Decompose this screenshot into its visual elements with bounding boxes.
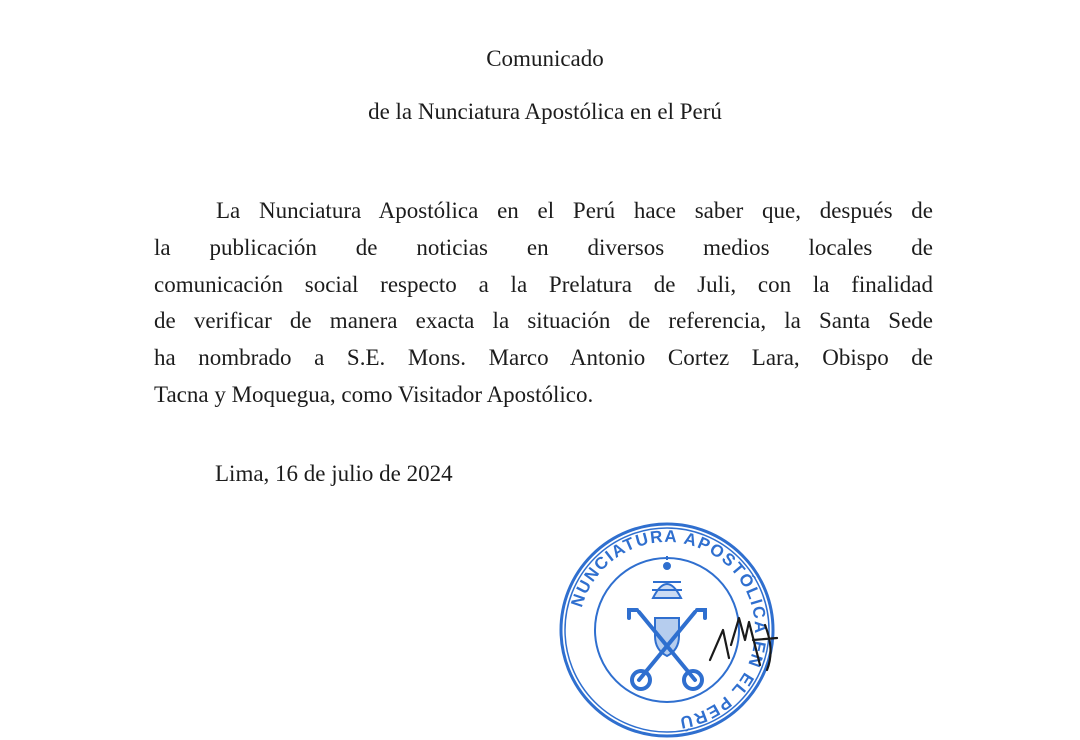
paragraph-line: La Nunciatura Apostólica en el Perú hace saber que, después de	[216, 198, 933, 223]
paragraph-line: comunicación social respecto a la Prelatura de Juli, con la finalidad	[154, 271, 933, 297]
document-subtitle: de la Nunciatura Apostólica en el Perú	[368, 99, 722, 124]
paragraph-line: de verificar de manera exacta la situación de referencia, la Santa Sede	[154, 308, 933, 334]
signature	[705, 600, 795, 675]
seal-text: NUNCIATURA APOSTÓLICA EN EL PERÚ	[567, 526, 771, 733]
announcement-paragraph	[154, 193, 933, 414]
paragraph-line: ha nombrado a S.E. Mons. Marco Antonio Cortez Lara, Obispo de	[154, 345, 933, 371]
paragraph-line: Tacna y Moquegua, como Visitador Apostólico.	[154, 381, 594, 407]
document-date: Lima, 16 de julio de 2024	[215, 461, 453, 486]
document-title: Comunicado	[486, 46, 604, 71]
papal-tiara-icon	[652, 556, 682, 598]
paragraph-line: la publicación de noticias en diversos medios locales de	[154, 234, 933, 260]
